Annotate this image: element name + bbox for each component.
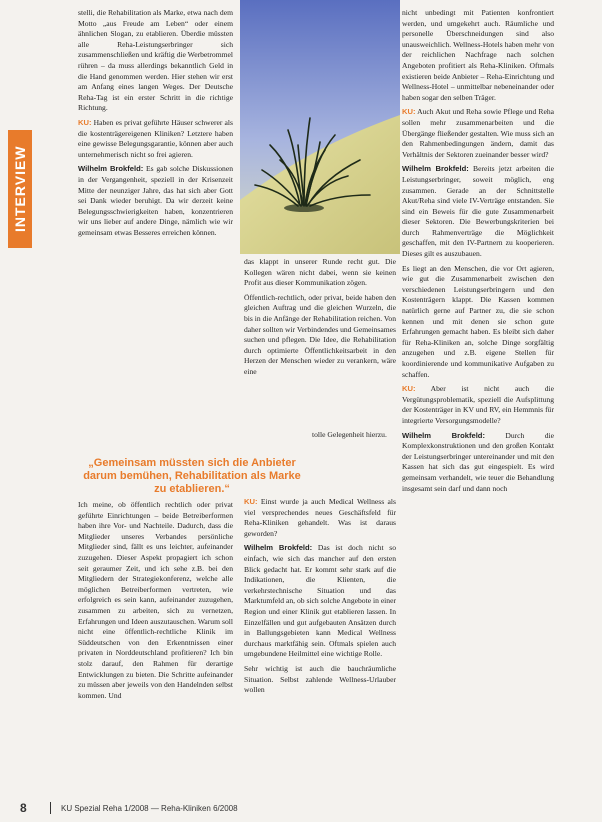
speaker-label: KU: <box>78 117 92 127</box>
paragraph: Es liegt an den Menschen, die vor Ort agieren, wie gut die Zusammenarbeit zwischen den verschiedenen Leistungserbringern und den Kostenträgern klappt. Die Kassen kommen natürlich gerne auf Partner zu, die sie schon kennen und mit denen sie schon gute Erfahrungen gemacht haben. Es bleibt sich daher für Reha-Kliniken an, solche Dinge sorgfältig anzugehen und z.B. eigene Stellen für koordinierende und kommunikative Aufgaben zu schaffen. <box>402 263 554 379</box>
question-paragraph <box>78 118 233 160</box>
paragraph: nicht unbedingt mit Patienten konfrontiert werden, und umgekehrt auch. Räumliche und personelle Überschneidungen sind also unausweichlich. Wellness-Hotels haben mehr von der reichlichen Nachfrage nach solchen Angeboten profitiert als Reha-Kliniken. Oftmals existieren beide Anbieter – Reha-Einrichtung und Wellness-Hotel – unmittelbar nebeneinander oder haben sogar den selben Träger. <box>402 8 554 102</box>
paragraph: Ich meine, ob öffentlich rechtlich oder privat geführte Einrichtungen – beide Betreiberformen haben ihre Vor- und Nachteile. Dadurch, dass die Mitglieder unseres Verbandes persönliche Mitglieder sind, fällt es uns leichter, aufeinander zuzugehen. Dieser Aspekt propagiert ich schon seit geraumer Zeit, und ich sehe z.B. bei den Mitgliedern der Strategiekonferenz, welche alle möglichen Betreiberformen vertreten, wie erfolgreich es sein kann, aufeinander zuzugehen, zusammen zu arbeiten, sich zu vernetzen, Erfahrungen und Ideen auszutauschen. Warum soll nicht eine öffentlich-rechtliche Klinik im Süddeutschen von den Erkenntnissen einer privaten in Norddeutschland profitieren? Ich bin stolz darauf, den Rahmen für derartige Entwicklungen zu bieten. Die Schritte aufeinander zu müssen aber jeweils von den Handelnden selbst kommen. Und <box>78 500 233 700</box>
question-text: Einst wurde ja auch Medical Wellness als viel versprechendes neues Geschäftsfeld für Reha-Kliniken gehandelt. Was ist daraus geworden? <box>244 497 396 538</box>
paragraph: Sehr wichtig ist auch die bauchräumliche Situation. Selbst zahlende Wellness-Urlauber wollen <box>244 663 396 695</box>
paragraph: das klappt in unserer Runde recht gut. Die Kollegen wären nicht dabei, wenn sie keinen Profit aus dieser Kommunikation zögen. <box>244 257 396 288</box>
paragraph: stelli, die Rehabilitation als Marke, etwa nach dem Motto „aus Freude am Leben“ oder einem ähnlichen Slogan, zu etablieren. Überdie müssten alle Reha-Leistungserbringer sich zusammenschließen und kräftig die Werbetrommel rühren – da muss allerdings bekanntlich Geld in die Hand genommen werden. Hier stehen wir erst am Anfang eines langen Weges. Der Deutsche Reha-Tag ist ein erster Schritt in die richtige Richtung. <box>78 8 233 113</box>
speaker-label: KU: <box>402 384 416 394</box>
publication-name: KU Spezial Reha 1/2008 — Reha-Kliniken 6/2008 <box>61 803 238 813</box>
question-text: Aber ist nicht auch die Vergütungsproblematik, speziell die Aufsplittung der Kostenträger in KV und RV, ein Hemmnis für integrierte Versorgungsmodelle? <box>402 384 554 425</box>
column-1 <box>78 8 233 242</box>
column-2-inset <box>312 430 398 445</box>
speaker-label: Wilhelm Brokfeld: <box>402 164 469 174</box>
answer-paragraph <box>402 164 554 259</box>
speaker-label: Wilhelm Brokfeld: <box>402 430 485 440</box>
column-2-continued <box>244 497 396 700</box>
section-tab: INTERVIEW <box>8 130 32 248</box>
answer-paragraph <box>402 431 554 495</box>
speaker-label: Wilhelm Brokfeld: <box>78 164 144 174</box>
column-2 <box>244 257 396 382</box>
column-1-continued <box>78 500 233 705</box>
answer-text: Durch die Komplexkonstruktionen und den großen Kontakt der Leistungserbringer untereinander und mit den Kassen hat sich das gut eingespielt. Es wird gemeinsam verhandelt, wie teuer die Behandlung insgesamt sein darf und dann noch <box>402 430 554 493</box>
footer-divider <box>50 802 51 814</box>
speaker-label: Wilhelm Brokfeld: <box>244 543 313 553</box>
paragraph: tolle Gelegenheit hierzu. <box>312 430 387 439</box>
answer-text: Das ist doch nicht so einfach, wie sich das mancher auf den ersten Blick gedacht hat. Er kommt sehr stark auf die Indikationen, die Klienten, die verkehrstechnische Situation und das Marktumfeld an, ob sich solche Angebote in einer Region und einer Klinik gut etablieren lassen. In Einzelfällen und gut aufgebauten Ansätzen durch in Ballungsgebieten kann Medical Wellness durchaus marktfähig sein. Oftmals spielen auch umgebundene Heilmittel eine wichtige Rolle. <box>244 543 397 659</box>
question-text: Auch Akut und Reha sowie Pflege und Reha sollen mehr zusammenarbeiten und die Übergänge fließender gestalten. Wie muss sich an den Rahmenbedingungen ändern, damit das Verhältnis der Sektoren zueinander besser wird? <box>402 107 554 159</box>
question-text: Haben es privat geführte Häuser schwerer als die kostenträgereigenen Kliniken? Letztere haben eine gewisse Belegungsgarantie, können aber auch unternehmerisch nicht so frei agieren. <box>78 117 233 159</box>
pull-quote: „Gemeinsam müssten sich die Anbieter darum bemühen, Rehabilitation als Marke zu etablieren.“ <box>83 457 301 495</box>
question-paragraph <box>402 107 554 160</box>
answer-text: Es gab solche Diskussionen in der Vergangenheit, speziell in der Krisenzeit Mitte der neunziger Jahre, das hat sich aber Gott sei Dank wieder beruhigt. Da wir derzeit keine Belegungsschwierigkeiten haben, konzentrieren wir uns lieber auf andere Dinge, nämlich wie wir gemeinsam etwas Besseres erreichen können. <box>78 164 234 237</box>
answer-paragraph <box>78 164 233 238</box>
column-3 <box>402 8 554 498</box>
page-footer <box>20 800 580 816</box>
speaker-label: KU: <box>244 497 258 506</box>
answer-text: Bereits jetzt arbeiten die Leistungserbringer, soweit möglich, eng zusammen. Gerade an der Schnittstelle Akut/Reha sind viele IV-Verträge entstanden. Sie sind ein Beweis für die gute Zusammenarbeit dieser Sektoren. Die Bewerbungskriterien bei durch Rahmenverträge die Möglichkeit geschaffen, mit den IV-Partnern zu kooperieren. Dieses gilt es auszubauen. <box>402 164 554 259</box>
answer-paragraph <box>244 543 396 660</box>
question-paragraph <box>244 497 396 539</box>
grass-illustration <box>240 0 400 254</box>
page-number: 8 <box>20 801 27 815</box>
speaker-label: KU: <box>402 107 416 117</box>
paragraph: Öffentlich-rechtlich, oder privat, beide haben den gleichen Auftrag und die gleichen Wurzeln, die bis in die Anfänge der Rehabilitation reichen. Von daher sollten wir Verbindendes und Gemeinsames suchen und pflegen. Die Idee, die Rehabilitation durch optimierte Öffentlichkeitsarbeit in den Herzen der Menschen wieder zu verankern, wäre eine <box>244 292 396 376</box>
grass-photo <box>240 0 400 254</box>
question-paragraph <box>402 384 554 426</box>
